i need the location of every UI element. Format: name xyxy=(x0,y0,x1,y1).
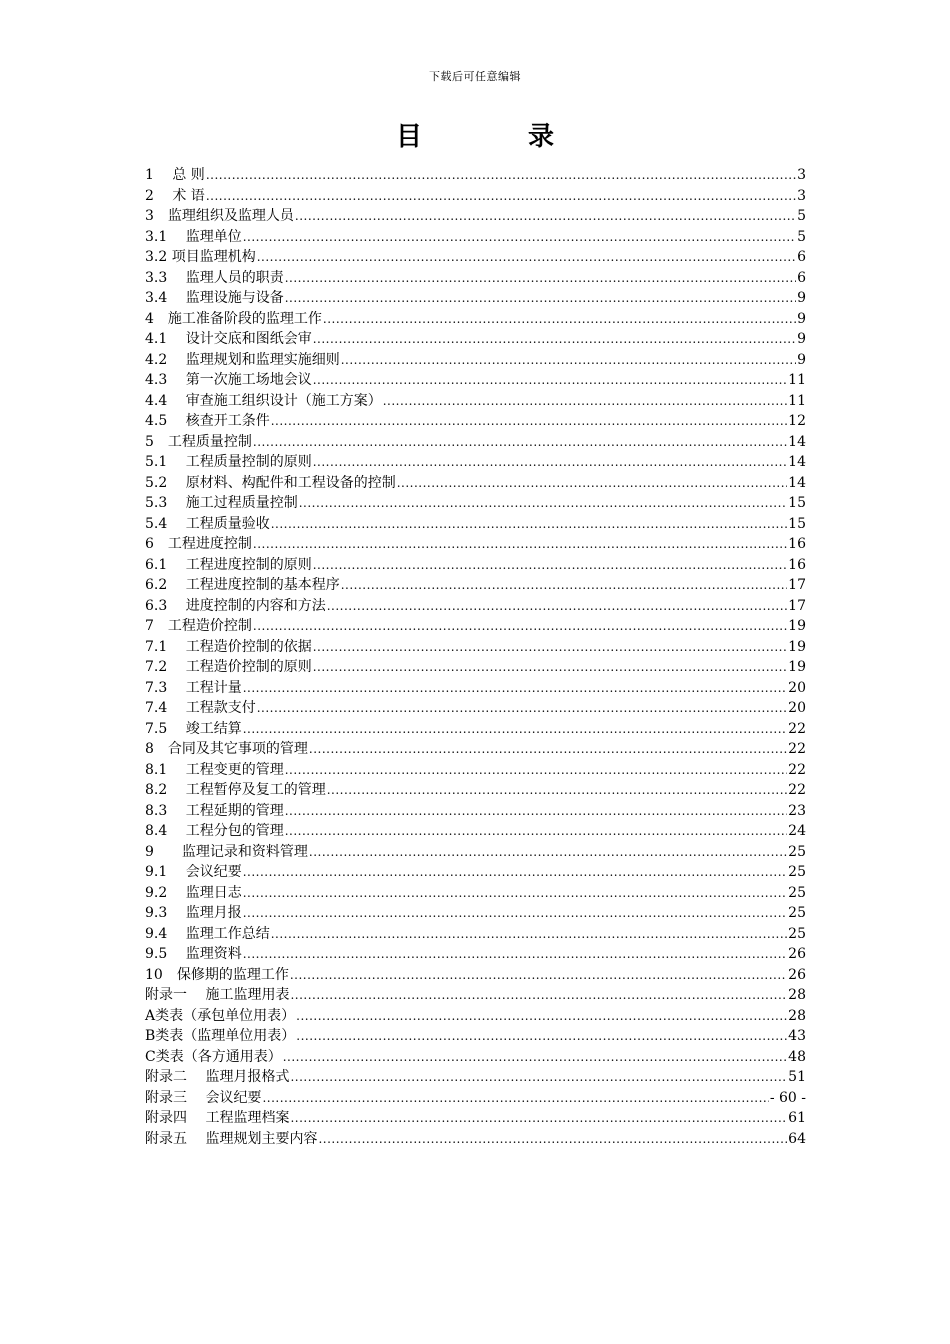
toc-entry[interactable] xyxy=(145,760,806,781)
toc-entry-page: 12 xyxy=(788,413,806,429)
dot-leader xyxy=(257,698,787,719)
dot-leader xyxy=(271,514,787,535)
dot-leader xyxy=(299,493,787,514)
toc-entry[interactable] xyxy=(145,350,806,371)
dot-leader xyxy=(313,329,796,350)
toc-entry[interactable] xyxy=(145,719,806,740)
toc-entry-label: 6.2 工程进度控制的基本程序 xyxy=(145,577,340,593)
toc-entry[interactable] xyxy=(145,247,806,268)
toc-entry[interactable] xyxy=(145,842,806,863)
dot-leader xyxy=(296,1006,787,1027)
dot-leader xyxy=(285,760,787,781)
toc-entry-page: 14 xyxy=(788,433,806,450)
dot-leader xyxy=(327,780,787,801)
toc-entry-page: 28 xyxy=(788,987,806,1003)
toc-entry-label: 9 监理记录和资料管理 xyxy=(145,843,308,860)
toc-entry[interactable] xyxy=(145,391,806,412)
toc-entry-label: 7.4 工程款支付 xyxy=(145,700,256,716)
dot-leader xyxy=(253,432,787,453)
toc-entry[interactable] xyxy=(145,985,806,1006)
toc-entry-label: C类表（各方通用表） xyxy=(145,1048,282,1065)
toc-entry-page: 15 xyxy=(788,515,806,532)
toc-entry-label: B类表（监理单位用表） xyxy=(145,1028,296,1044)
toc-entry-label: 7.2 工程造价控制的原则 xyxy=(145,659,312,675)
toc-entry-page: 26 xyxy=(788,946,806,962)
toc-entry-label: 8.2 工程暂停及复工的管理 xyxy=(145,782,326,798)
dot-leader xyxy=(296,1026,787,1047)
toc-entry[interactable] xyxy=(145,821,806,842)
toc-entry[interactable] xyxy=(145,1006,806,1027)
dot-leader xyxy=(290,965,787,986)
toc-entry[interactable] xyxy=(145,309,806,330)
toc-entry-page: 9 xyxy=(797,290,806,306)
dot-leader xyxy=(313,637,787,658)
toc-entry[interactable] xyxy=(145,329,806,350)
dot-leader xyxy=(243,862,787,883)
toc-entry[interactable] xyxy=(145,780,806,801)
dot-leader xyxy=(313,555,787,576)
toc-entry-label: 9.1 会议纪要 xyxy=(145,864,242,880)
toc-entry-label: 9.2 监理日志 xyxy=(145,884,242,901)
toc-entry-page: 22 xyxy=(788,761,806,778)
toc-entry[interactable] xyxy=(145,206,806,227)
toc-entry-label: 3.3 监理人员的职责 xyxy=(145,269,284,286)
toc-entry-page: 14 xyxy=(788,474,806,491)
toc-entry[interactable] xyxy=(145,411,806,432)
toc-entry[interactable] xyxy=(145,493,806,514)
toc-entry[interactable] xyxy=(145,924,806,945)
toc-entry-label: 7.3 工程计量 xyxy=(145,679,242,696)
dot-leader xyxy=(290,1067,787,1088)
page-header: 下载后可任意编辑 xyxy=(429,70,521,83)
toc-entry-page: 9 xyxy=(797,331,806,347)
toc-entry-label: 6 工程进度控制 xyxy=(145,536,252,552)
toc-entry-label: 附录四 工程监理档案 xyxy=(145,1110,290,1126)
toc-entry-page: 25 xyxy=(788,864,806,880)
toc-entry-label: 8.3 工程延期的管理 xyxy=(145,802,284,819)
toc-entry-page: 26 xyxy=(788,966,806,983)
dot-leader xyxy=(341,575,787,596)
toc-entry-page: 19 xyxy=(788,638,806,655)
toc-entry[interactable] xyxy=(145,575,806,596)
dot-leader xyxy=(253,534,787,555)
toc-entry-page: 5 xyxy=(797,208,806,224)
toc-entry-label: 附录二 监理月报格式 xyxy=(145,1069,290,1085)
dot-leader xyxy=(243,903,787,924)
dot-leader xyxy=(206,165,796,186)
toc-entry-page: 3 xyxy=(797,187,806,204)
toc-entry-label: 4.3 第一次施工场地会议 xyxy=(145,372,312,388)
dot-leader xyxy=(285,268,796,289)
toc-entry-page: 16 xyxy=(788,556,806,573)
toc-entry-label: 7 工程造价控制 xyxy=(145,618,252,634)
dot-leader xyxy=(383,391,787,412)
toc-entry-page: 23 xyxy=(788,802,806,819)
toc-entry-page: 3 xyxy=(797,167,806,183)
dot-leader xyxy=(341,350,796,371)
dot-leader xyxy=(313,657,787,678)
toc-entry-page: 25 xyxy=(788,925,806,942)
toc-entry[interactable] xyxy=(145,678,806,699)
toc-entry-page: 25 xyxy=(788,905,806,921)
toc-entry-label: 附录三 会议纪要 xyxy=(145,1089,262,1106)
toc-entry-page: 20 xyxy=(788,700,806,716)
dot-leader xyxy=(313,370,787,391)
dot-leader xyxy=(206,186,796,207)
toc-entry-label: 7.5 竣工结算 xyxy=(145,720,242,737)
toc-entry-page: 22 xyxy=(788,782,806,798)
dot-leader xyxy=(257,247,796,268)
toc-entry-page: 6 xyxy=(797,269,806,286)
toc-entry-label: 4.1 设计交底和图纸会审 xyxy=(145,331,312,347)
toc-entry-page: 25 xyxy=(788,884,806,901)
dot-leader xyxy=(243,227,796,248)
toc-entry-label: 9.3 监理月报 xyxy=(145,905,242,921)
toc-entry[interactable] xyxy=(145,268,806,289)
toc-entry[interactable] xyxy=(145,739,806,760)
toc-entry-page: 6 xyxy=(797,249,806,265)
dot-leader xyxy=(271,411,787,432)
toc-entry[interactable] xyxy=(145,862,806,883)
dot-leader xyxy=(290,985,787,1006)
toc-entry-label: 5.2 原材料、构配件和工程设备的控制 xyxy=(145,474,396,491)
toc-entry-label: 3.4 监理设施与设备 xyxy=(145,290,284,306)
toc-entry-page: 61 xyxy=(788,1110,806,1126)
toc-entry[interactable] xyxy=(145,555,806,576)
toc-entry-label: 8 合同及其它事项的管理 xyxy=(145,741,308,757)
toc-entry-label: 5.3 施工过程质量控制 xyxy=(145,495,298,511)
dot-leader xyxy=(262,1088,768,1109)
toc-entry-page: 5 xyxy=(797,228,806,245)
dot-leader xyxy=(243,719,787,740)
toc-entry[interactable] xyxy=(145,1026,806,1047)
toc-entry-label: 4.5 核查开工条件 xyxy=(145,413,270,429)
toc-entry[interactable] xyxy=(145,657,806,678)
toc-entry[interactable] xyxy=(145,514,806,535)
toc-entry-page: 14 xyxy=(788,454,806,470)
toc-entry-page: 51 xyxy=(788,1069,806,1085)
toc-entry[interactable] xyxy=(145,1129,806,1150)
toc-entry[interactable] xyxy=(145,1108,806,1129)
toc-entry[interactable] xyxy=(145,903,806,924)
dot-leader xyxy=(285,801,787,822)
toc-entry-label: 8.4 工程分包的管理 xyxy=(145,823,284,839)
toc-entry-label: A类表（承包单位用表） xyxy=(145,1007,296,1024)
toc-entry[interactable] xyxy=(145,432,806,453)
toc-entry[interactable] xyxy=(145,165,806,186)
toc-entry-page: 48 xyxy=(788,1048,806,1065)
toc-entry-label: 4.4 审查施工组织设计（施工方案） xyxy=(145,392,382,409)
toc-entry[interactable] xyxy=(145,534,806,555)
dot-leader xyxy=(313,452,787,473)
toc-title: 目 录 xyxy=(395,122,594,152)
toc-entry[interactable] xyxy=(145,370,806,391)
toc-entry[interactable] xyxy=(145,1067,806,1088)
toc-entry-label: 3 监理组织及监理人员 xyxy=(145,208,294,224)
dot-leader xyxy=(285,288,796,309)
toc-entry-page: 9 xyxy=(797,351,806,368)
toc-entry[interactable] xyxy=(145,883,806,904)
toc-entry-label: 9.5 监理资料 xyxy=(145,946,242,962)
toc-entry-page: 15 xyxy=(788,495,806,511)
dot-leader xyxy=(397,473,787,494)
toc-entry-label: 10 保修期的监理工作 xyxy=(145,966,289,983)
toc-entry-page: 24 xyxy=(788,823,806,839)
dot-leader xyxy=(309,739,787,760)
toc-entry[interactable] xyxy=(145,288,806,309)
toc-entry-label: 3.1 监理单位 xyxy=(145,228,242,245)
toc-entry[interactable] xyxy=(145,186,806,207)
toc-entry-label: 6.3 进度控制的内容和方法 xyxy=(145,597,326,614)
toc-entry-page: 19 xyxy=(788,659,806,675)
toc-entry-label: 5.4 工程质量验收 xyxy=(145,515,270,532)
toc-entry[interactable] xyxy=(145,227,806,248)
toc-entry-page: 20 xyxy=(788,679,806,696)
toc-entry-label: 7.1 工程造价控制的依据 xyxy=(145,638,312,655)
dot-leader xyxy=(318,1129,787,1150)
dot-leader xyxy=(295,206,796,227)
dot-leader xyxy=(327,596,787,617)
toc-entry-page: 22 xyxy=(788,720,806,737)
toc-entry-page: 11 xyxy=(788,372,806,388)
toc-entry[interactable] xyxy=(145,1047,806,1068)
dot-leader xyxy=(253,616,787,637)
toc-entry-label: 4.2 监理规划和监理实施细则 xyxy=(145,351,340,368)
toc-entry-page: - 60 - xyxy=(769,1089,806,1106)
toc-entry-page: 17 xyxy=(788,597,806,614)
toc-entry-label: 附录一 施工监理用表 xyxy=(145,987,290,1003)
toc-entry[interactable] xyxy=(145,596,806,617)
dot-leader xyxy=(309,842,787,863)
toc-entry-label: 5.1 工程质量控制的原则 xyxy=(145,454,312,470)
toc-entry-page: 16 xyxy=(788,536,806,552)
toc-entry-label: 9.4 监理工作总结 xyxy=(145,925,270,942)
toc-entry[interactable] xyxy=(145,637,806,658)
toc-entry-page: 17 xyxy=(788,577,806,593)
dot-leader xyxy=(271,924,787,945)
toc-entry-label: 5 工程质量控制 xyxy=(145,433,252,450)
toc-entry-page: 25 xyxy=(788,843,806,860)
dot-leader xyxy=(285,821,787,842)
toc-entry-page: 22 xyxy=(788,741,806,757)
dot-leader xyxy=(243,678,787,699)
toc-entry-page: 28 xyxy=(788,1007,806,1024)
toc-entry[interactable] xyxy=(145,944,806,965)
dot-leader xyxy=(243,883,787,904)
dot-leader xyxy=(323,309,796,330)
toc-entry[interactable] xyxy=(145,616,806,637)
toc-entry-page: 43 xyxy=(788,1028,806,1044)
table-of-contents xyxy=(145,165,806,1149)
toc-entry-label: 附录五 监理规划主要内容 xyxy=(145,1130,318,1147)
toc-entry[interactable] xyxy=(145,698,806,719)
toc-entry-label: 1 总 则 xyxy=(145,167,205,183)
toc-entry-label: 8.1 工程变更的管理 xyxy=(145,761,284,778)
toc-entry[interactable] xyxy=(145,473,806,494)
toc-entry[interactable] xyxy=(145,1088,806,1109)
toc-entry-label: 4 施工准备阶段的监理工作 xyxy=(145,310,322,327)
toc-entry-label: 2 术 语 xyxy=(145,187,205,204)
toc-entry-label: 6.1 工程进度控制的原则 xyxy=(145,556,312,573)
toc-entry-page: 9 xyxy=(797,310,806,327)
dot-leader xyxy=(283,1047,787,1068)
toc-entry-page: 11 xyxy=(788,392,806,409)
toc-entry-page: 64 xyxy=(788,1130,806,1147)
toc-entry-label: 3.2 项目监理机构 xyxy=(145,249,256,265)
toc-entry[interactable] xyxy=(145,452,806,473)
toc-entry[interactable] xyxy=(145,965,806,986)
toc-entry-page: 19 xyxy=(788,618,806,634)
dot-leader xyxy=(290,1108,787,1129)
dot-leader xyxy=(243,944,787,965)
toc-entry[interactable] xyxy=(145,801,806,822)
